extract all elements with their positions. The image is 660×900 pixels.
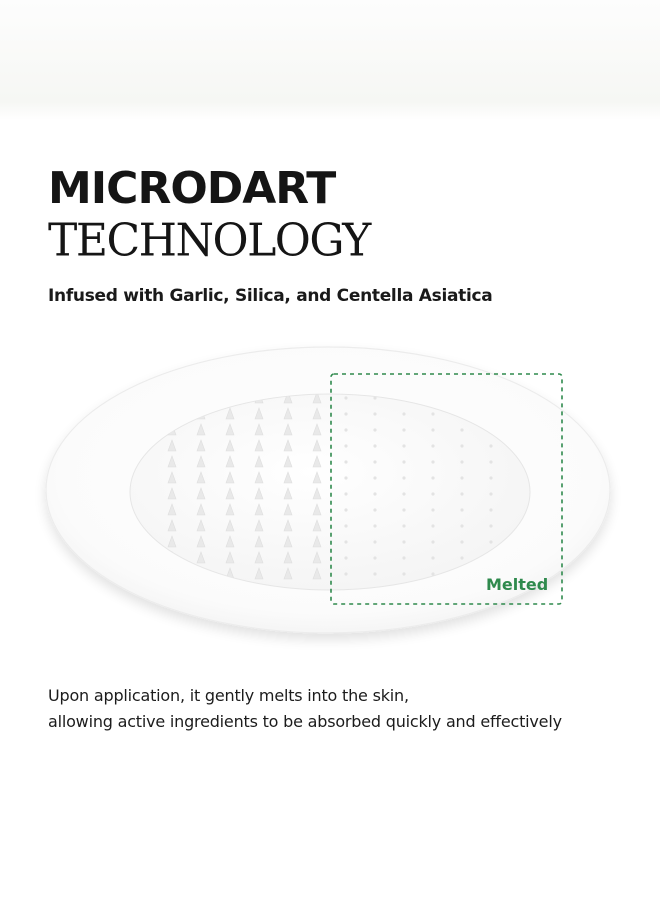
melted-dart xyxy=(489,444,492,447)
melted-dart xyxy=(431,476,434,479)
melted-dart xyxy=(402,508,405,511)
melted-dart xyxy=(344,492,347,495)
melted-dart xyxy=(373,444,376,447)
melted-dart xyxy=(402,444,405,447)
melted-dart xyxy=(431,428,434,431)
melted-dart xyxy=(460,556,463,559)
melted-dart xyxy=(373,556,376,559)
melted-dart xyxy=(402,524,405,527)
melted-dart xyxy=(402,492,405,495)
melted-dart xyxy=(373,508,376,511)
melted-dart xyxy=(460,524,463,527)
subheadline: Infused with Garlic, Silica, and Centella Asiatica xyxy=(48,286,493,306)
melted-dart xyxy=(402,572,405,575)
melted-dart xyxy=(373,540,376,543)
melted-dart xyxy=(489,540,492,543)
melted-dart xyxy=(460,444,463,447)
melted-dart xyxy=(431,572,434,575)
melted-dart xyxy=(373,428,376,431)
melted-dart xyxy=(373,492,376,495)
melted-dart xyxy=(431,492,434,495)
melted-dart xyxy=(460,540,463,543)
description-line-2: allowing active ingredients to be absorbed quickly and effectively xyxy=(48,712,562,731)
headline-line-1: MICRODART xyxy=(48,163,336,214)
melted-dart xyxy=(402,412,405,415)
melted-dart xyxy=(431,524,434,527)
top-band xyxy=(0,0,660,120)
melted-dart xyxy=(489,476,492,479)
melted-dart xyxy=(431,556,434,559)
melted-dart xyxy=(402,460,405,463)
melted-dart xyxy=(373,460,376,463)
melted-dart xyxy=(344,396,347,399)
melted-dart xyxy=(431,460,434,463)
melted-dart xyxy=(344,556,347,559)
melted-dart xyxy=(373,412,376,415)
melted-dart xyxy=(344,412,347,415)
melted-dart xyxy=(344,444,347,447)
description xyxy=(48,683,648,735)
melted-dart xyxy=(431,508,434,511)
melted-dart xyxy=(344,460,347,463)
melted-dart xyxy=(489,508,492,511)
headline-line-2: TECHNOLOGY xyxy=(48,214,370,267)
melted-dart xyxy=(344,508,347,511)
melted-dart xyxy=(373,396,376,399)
melted-dart xyxy=(402,540,405,543)
melted-dart xyxy=(373,572,376,575)
melted-dart xyxy=(460,492,463,495)
melted-dart xyxy=(460,460,463,463)
melted-dart xyxy=(344,428,347,431)
melted-dart xyxy=(489,460,492,463)
patch-inner-disc xyxy=(130,394,530,590)
melted-dart xyxy=(402,428,405,431)
melted-dart xyxy=(344,476,347,479)
melted-dart xyxy=(431,412,434,415)
melted-dart xyxy=(431,444,434,447)
microdart-patch-icon xyxy=(0,330,660,660)
melted-dart xyxy=(344,524,347,527)
melted-dart xyxy=(460,476,463,479)
melted-dart xyxy=(344,540,347,543)
melted-label: Melted xyxy=(486,575,549,594)
melted-dart xyxy=(489,524,492,527)
melted-dart xyxy=(460,428,463,431)
description-line-1: Upon application, it gently melts into the skin, xyxy=(48,686,409,705)
melted-dart xyxy=(489,492,492,495)
melted-dart xyxy=(373,476,376,479)
melted-dart xyxy=(431,540,434,543)
melted-dart xyxy=(460,508,463,511)
melted-dart xyxy=(402,556,405,559)
melted-dart xyxy=(344,572,347,575)
melted-dart xyxy=(373,524,376,527)
melted-dart xyxy=(402,476,405,479)
